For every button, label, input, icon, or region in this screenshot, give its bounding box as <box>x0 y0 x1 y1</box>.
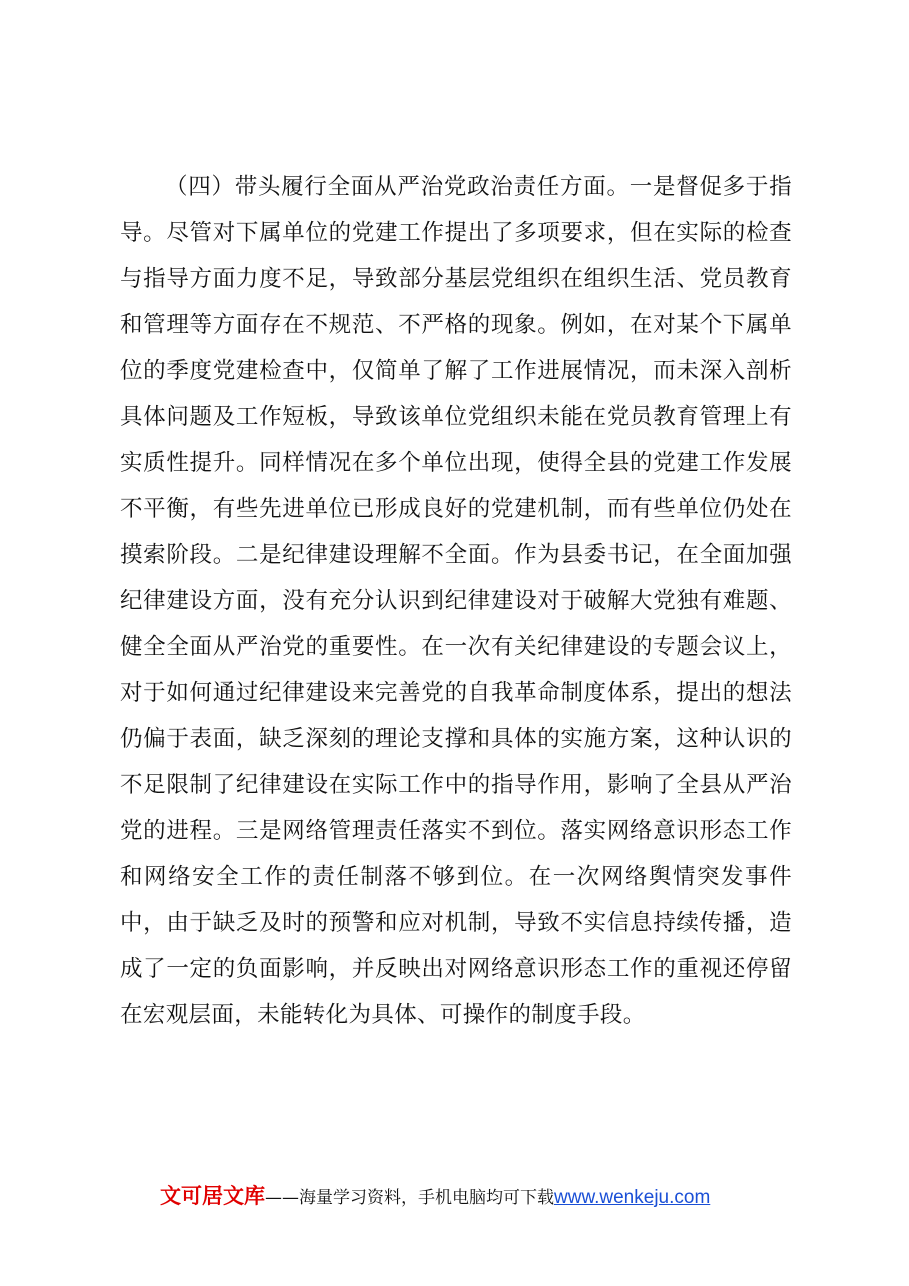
footer-website-link[interactable]: www.wenkeju.com <box>554 1187 711 1208</box>
footer-watermark <box>160 1180 780 1212</box>
body-paragraph: （四）带头履行全面从严治党政治责任方面。一是督促多于指导。尽管对下属单位的党建工作提出了多项要求，但在实际的检查与指导方面力度不足，导致部分基层党组织在组织生活、党员教育和管理等方面存在不规范、不严格的现象。例如，在对某个下属单位的季度党建检查中，仅简单了解了工作进展情况，而未深入剖析具体问题及工作短板，导致该单位党组织未能在党员教育管理上有实质性提升。同样情况在多个单位出现，使得全县的党建工作发展不平衡，有些先进单位已形成良好的党建机制，而有些单位仍处在摸索阶段。二是纪律建设理解不全面。作为县委书记，在全面加强纪律建设方面，没有充分认识到纪律建设对于破解大党独有难题、健全全面从严治党的重要性。在一次有关纪律建设的专题会议上，对于如何通过纪律建设来完善党的自我革命制度体系，提出的想法仍偏于表面，缺乏深刻的理论支撑和具体的实施方案，这种认识的不足限制了纪律建设在实际工作中的指导作用，影响了全县从严治党的进程。三是网络管理责任落实不到位。落实网络意识形态工作和网络安全工作的责任制落不够到位。在一次网络舆情突发事件中，由于缺乏及时的预警和应对机制，导致不实信息持续传播，造成了一定的负面影响，并反映出对网络意识形态工作的重视还停留在宏观层面，未能转化为具体、可操作的制度手段。 <box>120 174 792 1028</box>
footer-brand: 文可居文库 <box>160 1184 265 1208</box>
footer-tagline: ——海量学习资料，手机电脑均可下载 <box>265 1188 554 1208</box>
